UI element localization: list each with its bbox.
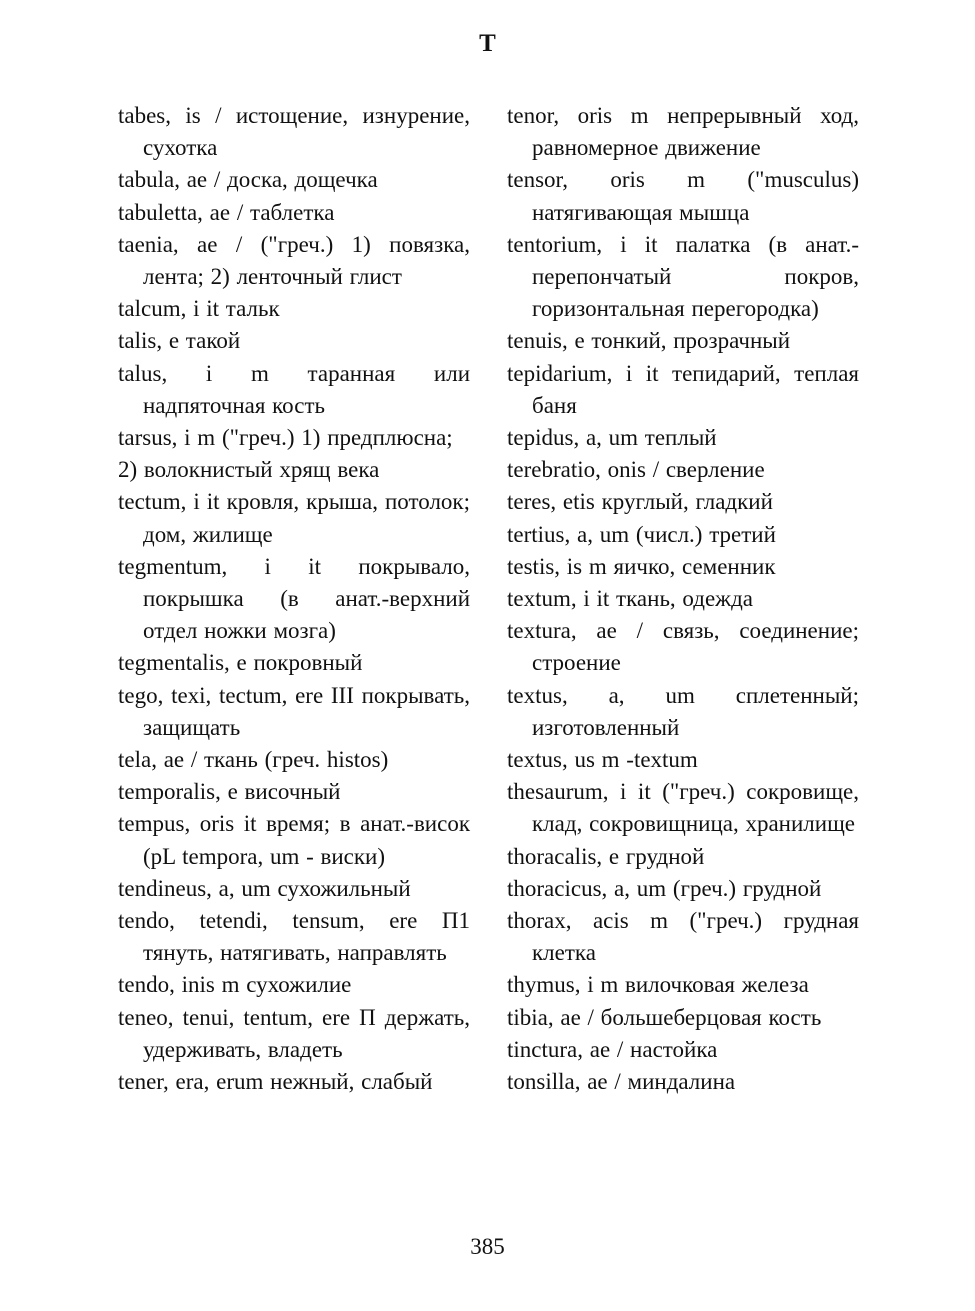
dictionary-entry: thymus, i m вилочковая железа [507,972,809,998]
dictionary-entry: tabula, ae / доска, дощечка [118,167,378,193]
dictionary-entry: tabes, is / истощение, изнурение, сухотка [118,103,470,161]
dictionary-entry: tego, texi, tectum, ere III покрывать, защищать [118,682,470,740]
page-header-letter: T [479,30,496,57]
dictionary-entry: thoracalis, e грудной [507,843,705,869]
dictionary-entry: tenuis, e тонкий, прозрачный [507,328,791,354]
dictionary-entry: thoracicus, a, um (греч.) грудной [507,875,822,901]
dictionary-entry: tegmentalis, e покровный [118,650,363,676]
page-number: 385 [470,1234,505,1259]
dictionary-entry: tenor, oris m непрерывный ход, равномерное движение [507,103,859,161]
dictionary-entry: taenia, ae / ("греч.) 1) повязка, лента; 2) ленточный глист [118,231,470,290]
dictionary-entry: textura, ae / связь, соединение; строение [507,618,859,676]
dictionary-entry: talcum, i it тальк [118,296,280,322]
dictionary-entry: textum, i it ткань, одежда [507,586,753,612]
dictionary-entry: tibia, ae / большеберцовая кость [507,1004,822,1030]
dictionary-column-right [507,100,859,1098]
dictionary-entry: teres, etis круглый, гладкий [507,489,773,515]
dictionary-entry: tertius, a, um (числ.) третий [507,521,776,547]
dictionary-entry: tectum, i it кровля, крыша, потолок; дом, жилище [118,489,470,547]
dictionary-entry: tonsilla, ae / миндалина [507,1069,736,1095]
dictionary-entry: textus, a, um сплетенный; изготовленный [507,682,859,740]
dictionary-entry: tabuletta, ae / таблетка [118,199,335,225]
dictionary-entry: tener, era, erum нежный, слабый [118,1069,433,1095]
dictionary-entry: tentorium, i it палатка (в анат.-перепончатый покров, горизонтальная перегородка) [507,231,859,322]
dictionary-entry: thesaurum, i it ("греч.) сокровище, клад, сокровищница, хранилище [507,779,859,837]
dictionary-entry: teneo, tenui, tentum, ere П держать, удерживать, владеть [118,1004,470,1062]
dictionary-entry: tendo, inis m сухожилие [118,972,352,998]
dictionary-entry: testis, is m яичко, семенник [507,553,776,579]
dictionary-entry: tinctura, ae / настойка [507,1036,718,1062]
dictionary-entry: tegmentum, i it покрывало, покрышка (в анат.-верхний отдел ножки мозга) [118,553,470,644]
dictionary-entry: thorax, acis m ("греч.) грудная клетка [507,908,859,966]
dictionary-entry: tela, ae / ткань (греч. histos) [118,747,389,773]
dictionary-entry: tempus, oris it время; в анат.-висок (pL tempora, um - виски) [118,811,470,869]
dictionary-entry: tensor, oris m ("musculus) натягивающая мышца [507,167,859,225]
dictionary-entry: tepidarium, i it тепидарий, теплая баня [507,360,859,418]
dictionary-entry: tendineus, a, um сухожильный [118,875,411,901]
dictionary-entry: talus, i m таранная или надпяточная кость [118,360,470,418]
dictionary-entry: tepidus, a, um теплый [507,425,717,451]
dictionary-entry: talis, e такой [118,328,241,354]
dictionary-entry: tendo, tetendi, tensum, ere П1 тянуть, натягивать, направлять [118,908,470,966]
dictionary-entry: temporalis, e височный [118,779,341,805]
dictionary-entry: tarsus, i m ("греч.) 1) предплюсна; [118,425,453,451]
dictionary-entry-continuation: 2) волокнистый хрящ века [118,457,380,483]
dictionary-column-left [118,100,470,1098]
dictionary-entry: terebratio, onis / сверление [507,457,765,483]
dictionary-entry: textus, us m -textum [507,747,698,773]
